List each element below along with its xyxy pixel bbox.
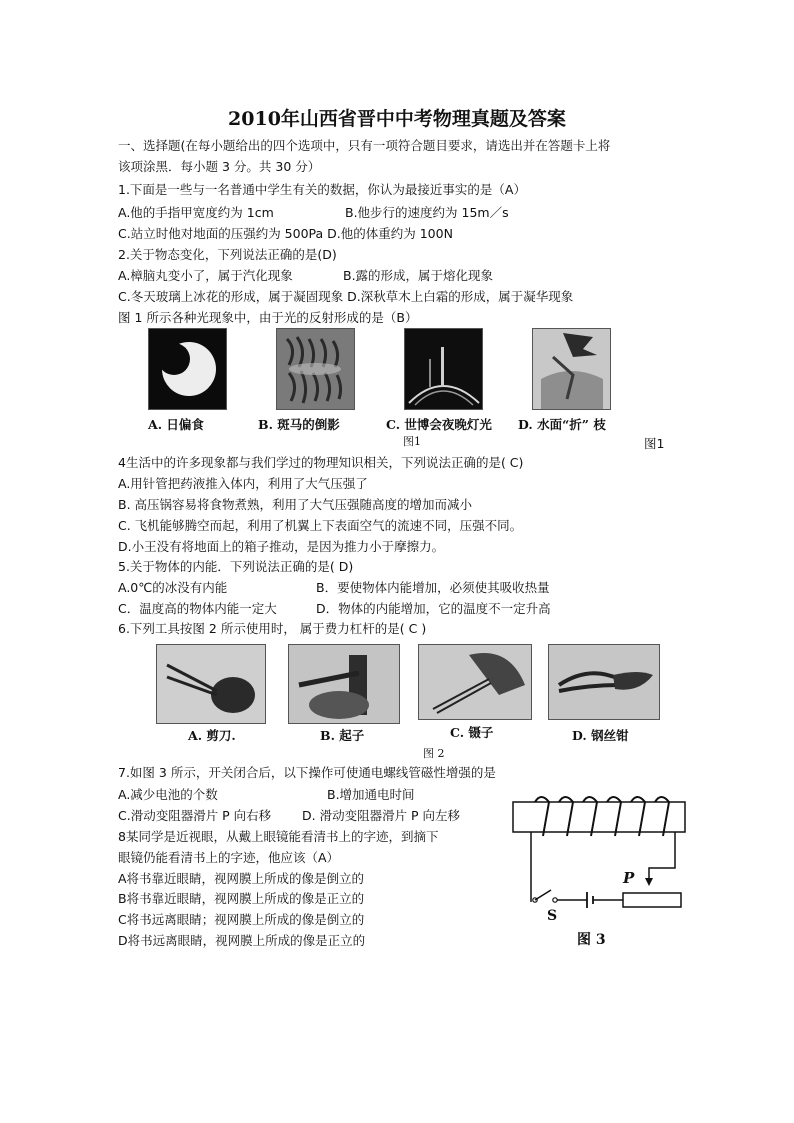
caption-a: A. 剪刀. bbox=[188, 728, 236, 743]
rheostat bbox=[623, 893, 681, 907]
option-b: B.他步行的速度约为 15m／s bbox=[345, 205, 509, 220]
photo-scissors bbox=[156, 644, 266, 724]
option-d: D将书远离眼睛，视网膜上所成的像是正立的 bbox=[118, 933, 366, 948]
photo-pliers bbox=[548, 644, 660, 720]
figure-3-caption: 图 3 bbox=[577, 932, 606, 948]
switch-blade bbox=[535, 890, 551, 900]
slider-pointer bbox=[645, 878, 653, 886]
option-c: C. 飞机能够腾空而起，利用了机翼上下表面空气的流速不同，压强不同。 bbox=[118, 518, 523, 533]
option-b: B将书靠近眼睛，视网膜上所成的像是正立的 bbox=[118, 891, 365, 906]
photo-tweezers bbox=[418, 644, 532, 720]
option-a: A将书靠近眼睛，视网膜上所成的像是倒立的 bbox=[118, 871, 365, 886]
option-c: C.滑动变阻器滑片 P 向右移 bbox=[118, 808, 272, 823]
option-d: D. 滑动变阻器滑片 P 向左移 bbox=[302, 808, 461, 823]
option-a: A.0℃的冰没有内能 bbox=[118, 580, 228, 595]
question-4: 4生活中的许多现象都与我们学过的物理知识相关，下列说法正确的是( C) bbox=[118, 455, 524, 470]
option-cd: C.站立时他对地面的压强约为 500Pa D.他的体重约为 100N bbox=[118, 226, 453, 241]
option-a: A.他的手指甲宽度约为 1cm bbox=[118, 205, 274, 220]
section-heading: 该项涂黑．每小题 3 分。共 30 分） bbox=[118, 159, 321, 174]
option-b: B．要使物体内能增加，必须使其吸收热量 bbox=[316, 580, 550, 595]
caption-c: C. 世博会夜晚灯光 bbox=[386, 417, 492, 432]
photo-solar-eclipse bbox=[148, 328, 227, 410]
solenoid-core bbox=[513, 802, 685, 832]
caption-c: C. 镊子 bbox=[450, 725, 494, 740]
question-8: 8某同学是近视眼，从戴上眼镜能看清书上的字迹，到摘下 bbox=[118, 829, 439, 844]
option-c: C将书远离眼睛；视网膜上所成的像是倒立的 bbox=[118, 912, 365, 927]
question-1: 1.下面是一些与一名普通中学生有关的数据，你认为最接近事实的是（A） bbox=[118, 182, 526, 197]
option-b: B. 高压锅容易将食物煮熟，利用了大气压强随高度的增加而减小 bbox=[118, 497, 473, 512]
caption-b: B. 斑马的倒影 bbox=[258, 417, 340, 432]
photo-expo-night-lights bbox=[404, 328, 483, 410]
caption-b: B. 起子 bbox=[320, 728, 365, 743]
question-5: 5.关于物体的内能．下列说法正确的是( D) bbox=[118, 559, 354, 574]
label-s: S bbox=[547, 908, 558, 924]
photo-zebra-reflection bbox=[276, 328, 355, 410]
figure-1-label-right: 图1 bbox=[644, 436, 665, 451]
option-cd: C.冬天玻璃上冰花的形成，属于凝固现象 D.深秋草木上白霜的形成，属于凝华现象 bbox=[118, 289, 574, 304]
option-d: D．物体的内能增加，它的温度不一定升高 bbox=[316, 601, 551, 616]
photo-bent-branch bbox=[532, 328, 611, 410]
question-2: 2.关于物态变化，下列说法正确的是(D) bbox=[118, 247, 337, 262]
option-a: A.用针管把药液推入体内，利用了大气压强了 bbox=[118, 476, 368, 491]
figure-2-label: 图 2 bbox=[423, 747, 445, 760]
question-7: 7.如图 3 所示，开关闭合后，以下操作可使通电螺线管磁性增强的是 bbox=[118, 765, 496, 780]
caption-d: D. 钢丝钳 bbox=[572, 728, 629, 743]
option-a: A.樟脑丸变小了，属于汽化现象 bbox=[118, 268, 293, 283]
caption-a: A. 日偏食 bbox=[148, 417, 204, 432]
caption-d: D. 水面“折” 枝 bbox=[518, 417, 606, 432]
option-d: D.小王没有将地面上的箱子推动，是因为推力小于摩擦力。 bbox=[118, 539, 445, 554]
section-heading: 一、选择题(在每小题给出的四个选项中，只有一项符合题目要求，请选出并在答题卡上将 bbox=[118, 138, 611, 153]
question-8-cont: 眼镜仍能看清书上的字迹，他应该（A） bbox=[118, 850, 340, 865]
coil-windings bbox=[535, 797, 669, 836]
solenoid-circuit-diagram bbox=[505, 790, 695, 960]
doc-title: 2010年山西省晋中中考物理真题及答案 bbox=[228, 108, 566, 130]
option-a: A.减少电池的个数 bbox=[118, 787, 218, 802]
battery bbox=[587, 892, 593, 908]
figure-1-label: 图1 bbox=[403, 435, 421, 448]
question-3: 图 1 所示各种光现象中，由于光的反射形成的是（B） bbox=[118, 310, 418, 325]
photo-bottle-opener bbox=[288, 644, 400, 724]
option-b: B.增加通电时间 bbox=[327, 787, 415, 802]
option-c: C．温度高的物体内能一定大 bbox=[118, 601, 277, 616]
option-b: B.露的形成，属于熔化现象 bbox=[343, 268, 494, 283]
question-6: 6.下列工具按图 2 所示使用时， 属于费力杠杆的是( C ) bbox=[118, 621, 427, 636]
label-p: P bbox=[623, 869, 635, 887]
